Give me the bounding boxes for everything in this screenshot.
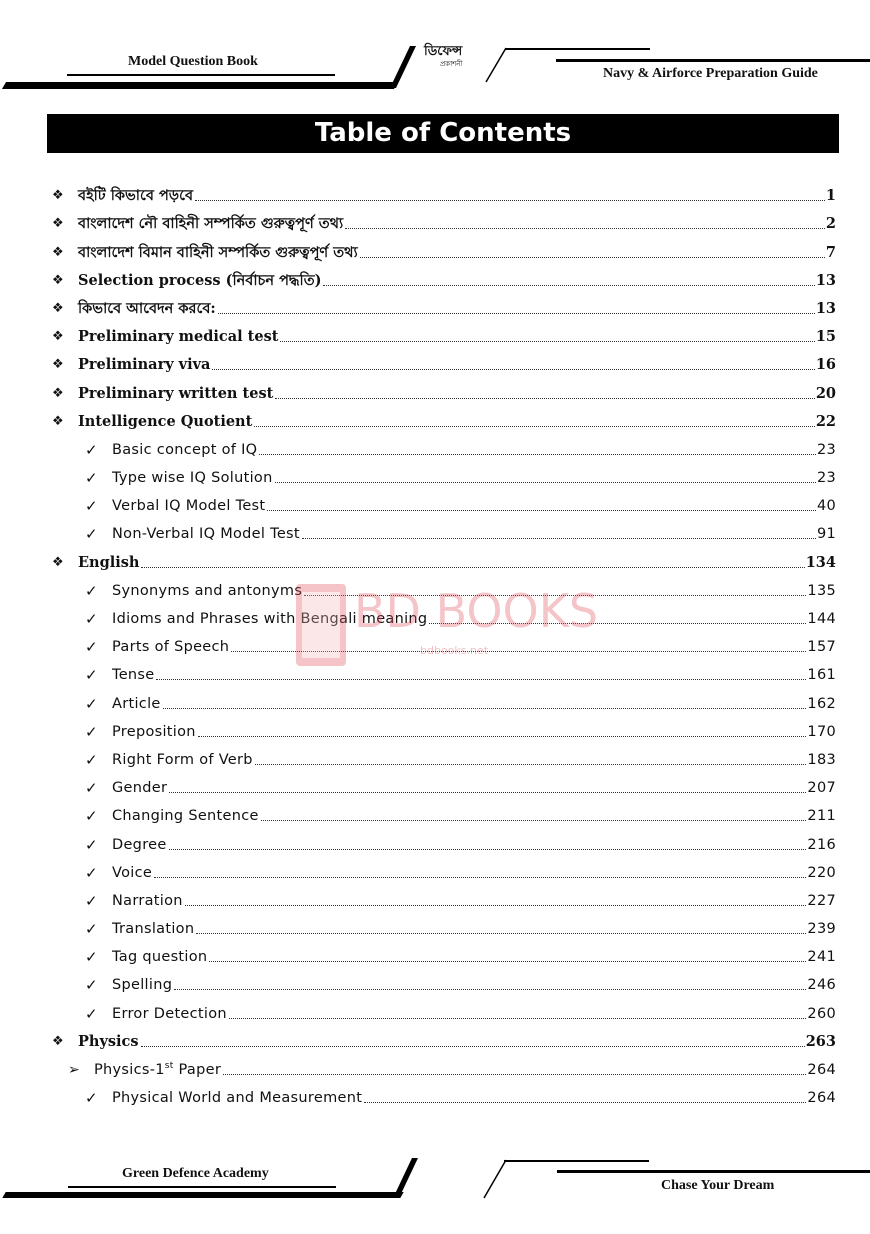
toc-entry [0, 883, 870, 911]
toc-entry-page: 157 [807, 639, 836, 656]
diamond-bullet-icon: ❖ [52, 1033, 64, 1049]
check-mark-icon: ✓ [85, 581, 98, 600]
toc-entry-label-text: Article [112, 695, 161, 712]
toc-entry-page: 23 [816, 441, 836, 458]
toc-entry-leader [185, 904, 807, 906]
toc-entry-page: 1 [825, 187, 836, 205]
toc-entry-label-text: Physical World and Measurement [112, 1090, 363, 1107]
toc-entry-label-text: Selection process (নির্বাচন পদ্ধতি) [78, 271, 322, 289]
toc-entry [0, 1080, 870, 1108]
book-logo-icon [292, 578, 354, 672]
header-right-thick-rule [556, 59, 870, 62]
toc-entry-label [112, 750, 254, 770]
toc-entry-page: 239 [807, 921, 836, 938]
diamond-bullet-icon: ❖ [52, 300, 64, 316]
toc-entry-leader [280, 340, 814, 342]
toc-entry-page: 263 [805, 1032, 836, 1050]
footer-left-rule [68, 1186, 336, 1188]
toc-entry [0, 206, 870, 234]
toc-entry-leader [163, 707, 807, 709]
toc-entry-page: 134 [805, 553, 836, 571]
check-mark-icon: ✓ [85, 976, 98, 995]
toc-entry-leader [254, 425, 815, 427]
toc-entry [0, 995, 870, 1023]
toc-entry [0, 347, 870, 375]
toc-entry-label-text: Type wise IQ Solution [112, 470, 273, 487]
toc-entry-leader [212, 368, 814, 370]
diamond-bullet-icon: ❖ [52, 216, 64, 232]
toc-entry-label [112, 524, 301, 544]
toc-entry-page: 264 [807, 1062, 836, 1078]
header-left-thick-rule [2, 82, 398, 89]
toc-entry-page: 20 [815, 384, 836, 402]
toc-entry-page: 246 [807, 977, 836, 994]
toc-entry-leader [169, 848, 807, 850]
footer-right-slash-icon [482, 1158, 508, 1200]
toc-entry-page: 135 [807, 582, 836, 599]
watermark-text: BD BOOKS [354, 584, 599, 638]
toc-entry [0, 798, 870, 826]
toc-entry-label [112, 778, 168, 798]
toc-entry-page: 22 [815, 412, 836, 430]
toc-entry-label-text: Changing Sentence [112, 808, 259, 825]
toc-entry-label-text: Gender [112, 780, 168, 797]
toc-entry-page: 170 [807, 723, 836, 740]
toc-entry-leader [345, 227, 825, 229]
header-right-title: Navy & Airforce Preparation Guide [603, 66, 818, 81]
toc-entry-label [94, 1056, 222, 1080]
toc-entry-leader [154, 876, 806, 878]
header-left-rule [67, 74, 335, 76]
header-right-slash-icon [484, 46, 508, 84]
toc-entry-label-text: Parts of Speech [112, 639, 230, 656]
toc-entry-label-text: Preposition [112, 723, 196, 740]
check-mark-icon: ✓ [85, 722, 98, 741]
toc-entry-label-after: Paper [173, 1062, 222, 1078]
toc-entry-leader [218, 312, 815, 314]
toc-entry-label-text: Tag question [112, 949, 208, 966]
check-mark-icon: ✓ [85, 610, 98, 628]
toc-entry [0, 291, 870, 319]
toc-entry-label-text: Narration [112, 892, 183, 909]
toc-entry-leader [275, 397, 815, 399]
diamond-bullet-icon: ❖ [52, 357, 64, 373]
toc-entry [0, 1052, 870, 1080]
check-mark-icon: ✓ [85, 750, 98, 769]
logo-sub: প্রকাশনী [440, 60, 463, 68]
toc-entry-page: 161 [807, 667, 836, 684]
toc-entry-label [112, 1004, 228, 1024]
toc-entry-label [112, 975, 173, 995]
toc-entry-label [78, 271, 322, 291]
toc-entry-leader [223, 1073, 806, 1075]
toc-entry [0, 432, 870, 460]
toc-entry-page: 162 [807, 695, 836, 712]
toc-entry [0, 544, 870, 572]
toc-entry-leader [156, 678, 806, 680]
header-left-title: Model Question Book [128, 54, 258, 69]
toc-entry-label [78, 1032, 140, 1052]
toc-entry-label-text: Physics-1 [94, 1062, 165, 1078]
watermark-sub: bdbooks.net [420, 644, 489, 657]
check-mark-icon: ✓ [85, 948, 98, 967]
toc-entry-page: 13 [815, 299, 836, 317]
check-mark-icon: ✓ [85, 779, 98, 798]
diamond-bullet-icon: ❖ [52, 188, 64, 204]
toc-entry-page: 23 [816, 470, 836, 487]
toc-entry-leader [198, 735, 807, 737]
check-mark-icon: ✓ [85, 666, 98, 685]
toc-entry-page: 264 [807, 1090, 836, 1107]
toc-entry-label-text: Non-Verbal IQ Model Test [112, 526, 300, 543]
check-mark-icon: ✓ [85, 1089, 98, 1108]
toc-entry-label-sup: st [164, 1061, 174, 1072]
check-mark-icon: ✓ [85, 835, 98, 854]
toc-entry-label-text: Preliminary viva [78, 356, 211, 374]
toc-entry-label-text: Degree [112, 836, 167, 853]
toc-entry [0, 404, 870, 432]
toc-entry-label [78, 243, 359, 263]
toc-entry-page: 216 [807, 836, 836, 853]
toc-entry [0, 375, 870, 403]
diamond-bullet-icon: ❖ [52, 554, 64, 570]
toc-entry-leader [267, 509, 816, 511]
toc-entry-label-text: কিভাবে আবেদন করবে: [78, 299, 216, 317]
toc-entry-page: 13 [815, 271, 836, 289]
toc-entry-label [112, 722, 197, 742]
toc-entry [0, 516, 870, 544]
toc-entry-leader [209, 960, 806, 962]
check-mark-icon: ✓ [85, 891, 98, 910]
arrow-bullet-icon: ➢ [68, 1062, 80, 1078]
toc-entry [0, 263, 870, 291]
toc-entry-label-text: Error Detection [112, 1005, 227, 1022]
toc-entry-label [112, 581, 303, 601]
toc-entry-label [112, 1088, 363, 1108]
toc-entry [0, 826, 870, 854]
toc-entry-label [112, 440, 258, 460]
toc-entry-leader [360, 256, 825, 258]
diamond-bullet-icon: ❖ [52, 413, 64, 429]
footer-right-thin-rule [504, 1160, 649, 1162]
toc-entry-page: 7 [825, 243, 836, 261]
toc-entry-leader [141, 1045, 805, 1047]
toc-entry-label-text: বাংলাদেশ বিমান বাহিনী সম্পর্কিত গুরুত্বপূর্ণ তথ্য [78, 243, 358, 261]
toc-entry-label [112, 665, 155, 685]
toc-entry-page: 227 [807, 892, 836, 909]
toc-entry-label-text: Basic concept of IQ [112, 441, 258, 458]
diamond-bullet-icon: ❖ [52, 244, 64, 260]
diamond-bullet-icon: ❖ [52, 385, 64, 401]
toc-entry-label [78, 186, 194, 206]
toc-entry-leader [195, 199, 825, 201]
toc-entry-leader [196, 932, 806, 934]
toc-entry-label-text: Idioms and Phrases with Bengali meaning [112, 611, 428, 627]
toc-entry-label [112, 891, 184, 911]
footer-right-title: Chase Your Dream [661, 1178, 775, 1193]
toc-entry-leader [174, 988, 806, 990]
check-mark-icon: ✓ [85, 525, 98, 544]
toc-entry-label [78, 553, 140, 573]
toc-entry-page: 16 [815, 356, 836, 374]
toc-entry-leader [255, 763, 807, 765]
toc-entry-label [112, 919, 195, 939]
toc-entry [0, 742, 870, 770]
check-mark-icon: ✓ [85, 469, 98, 488]
toc-entry [0, 770, 870, 798]
toc-entry-page: 183 [807, 751, 836, 768]
toc-entry-label-text: বাংলাদেশ নৌ বাহিনী সম্পর্কিত গুরুত্বপূর্ণ তথ্য [78, 215, 344, 233]
toc-entry-page: 144 [807, 611, 836, 627]
toc-entry-label [78, 214, 344, 234]
check-mark-icon: ✓ [85, 1004, 98, 1023]
toc-entry-label-text: Synonyms and antonyms [112, 582, 303, 599]
toc-entry-leader [261, 819, 807, 821]
toc-entry-page: 207 [807, 780, 836, 797]
check-mark-icon: ✓ [85, 863, 98, 882]
toc-entry-label [112, 806, 260, 826]
toc-entry-label-text: Preliminary medical test [78, 328, 279, 346]
toc-entry-label-text: বইটি কিভাবে পড়বে [78, 187, 194, 205]
toc-entry-label-text: Spelling [112, 977, 173, 994]
check-mark-icon: ✓ [85, 638, 98, 657]
toc-entry-label [112, 863, 153, 883]
toc-entry-label [112, 637, 230, 657]
toc-entry-label-text: Preliminary written test [78, 384, 274, 402]
toc-entry [0, 714, 870, 742]
toc-entry-label-text: Translation [112, 921, 195, 938]
toc-entry-leader [141, 566, 804, 568]
toc-entry-label [78, 412, 253, 432]
toc-entry [0, 460, 870, 488]
toc-entry [0, 234, 870, 262]
toc-entry-label-text: Voice [112, 864, 153, 881]
toc-entry [0, 319, 870, 347]
header-slash-icon [388, 44, 418, 90]
toc-entry-label [112, 947, 208, 967]
toc-entry-leader [229, 1017, 807, 1019]
toc-entry [0, 939, 870, 967]
toc-entry-page: 15 [815, 328, 836, 346]
toc-entry-label [112, 694, 162, 714]
check-mark-icon: ✓ [85, 807, 98, 826]
check-mark-icon: ✓ [85, 497, 98, 516]
toc-entry-label-text: Tense [112, 667, 155, 684]
toc-entry-label-text: English [78, 553, 140, 571]
toc-entry-page: 211 [807, 808, 836, 825]
watermark [292, 578, 599, 672]
toc-entry-leader [364, 1101, 806, 1103]
footer-slash-icon [392, 1156, 420, 1198]
toc-entry-label-text: Physics [78, 1032, 139, 1050]
toc-entry [0, 685, 870, 713]
toc-entry-label [78, 327, 279, 347]
toc-entry-page: 220 [807, 864, 836, 881]
toc-entry-label [78, 355, 211, 375]
toc-entry-label [78, 384, 274, 404]
toc-entry-page: 40 [816, 498, 836, 515]
toc-entry [0, 967, 870, 995]
toc-entry-label [112, 835, 168, 855]
page-title: Table of Contents [47, 114, 839, 153]
toc-entry-label [112, 468, 274, 488]
toc-entry-page: 260 [807, 1005, 836, 1022]
header-right-thin-rule [505, 48, 650, 50]
footer-left-thick-rule [2, 1192, 403, 1198]
toc-entry-page: 241 [807, 949, 836, 966]
toc-entry [0, 1024, 870, 1052]
footer-right-thick-rule [557, 1170, 870, 1173]
toc-entry-leader [302, 537, 816, 539]
diamond-bullet-icon: ❖ [52, 329, 64, 345]
toc-entry-label-text: Intelligence Quotient [78, 412, 253, 430]
toc-entry-leader [323, 284, 814, 286]
toc-entry-label [112, 496, 266, 516]
toc-entry-page: 2 [825, 215, 836, 233]
check-mark-icon: ✓ [85, 920, 98, 939]
toc-entry [0, 911, 870, 939]
logo-text: ডিফেন্স [424, 44, 463, 59]
toc-entry-label [78, 299, 217, 319]
toc-entry-leader [275, 481, 816, 483]
toc-entry [0, 855, 870, 883]
header-logo [424, 44, 484, 80]
toc-entry-page: 91 [816, 526, 836, 543]
toc-entry [0, 178, 870, 206]
toc-entry-leader [169, 791, 806, 793]
footer-left-title: Green Defence Academy [122, 1166, 269, 1181]
diamond-bullet-icon: ❖ [52, 272, 64, 288]
check-mark-icon: ✓ [85, 440, 98, 459]
check-mark-icon: ✓ [85, 694, 98, 713]
toc-entry-leader [259, 453, 816, 455]
toc-entry-label-text: Verbal IQ Model Test [112, 498, 266, 515]
toc-entry [0, 488, 870, 516]
toc-entry-label-text: Right Form of Verb [112, 751, 253, 768]
